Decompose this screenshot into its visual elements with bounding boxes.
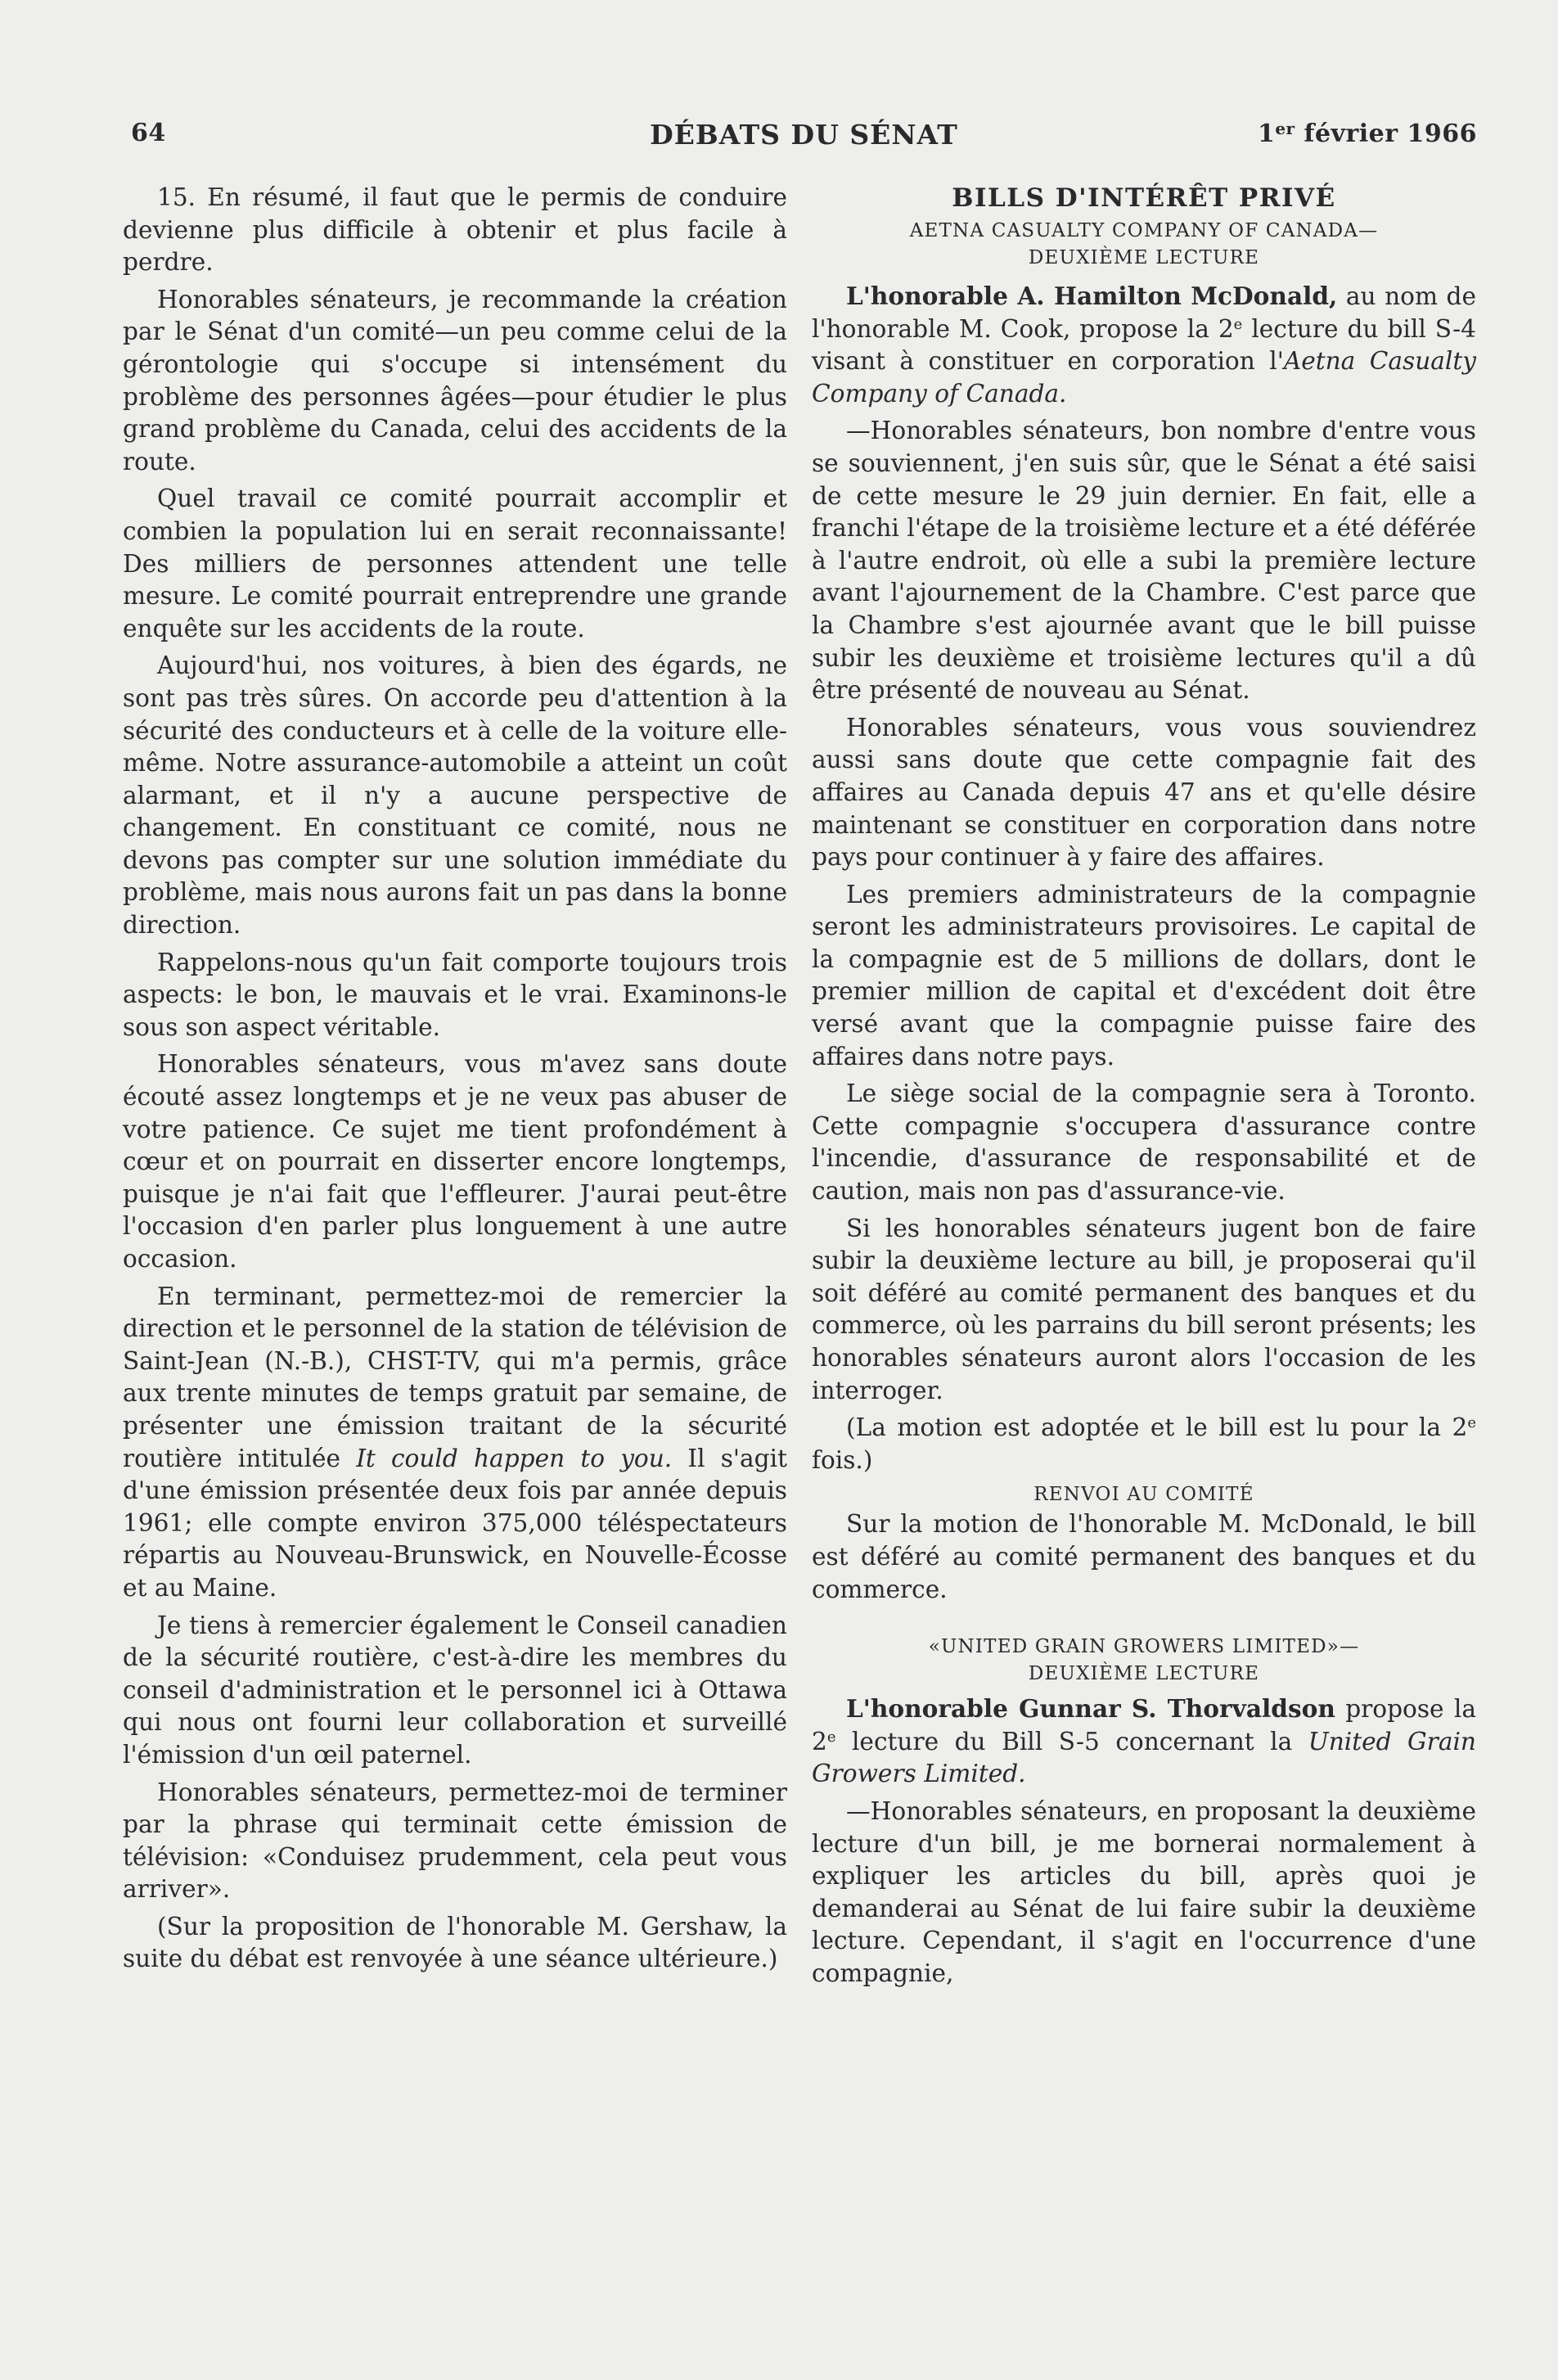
- right-paragraph-1: L'honorable A. Hamilton McDonald, au nom de l'honorable M. Cook, propose la 2e lecture du bill S-4 visant à constituer en corporation l'Aetna Casualty Company of Canada.: [812, 282, 1476, 408]
- right-paragraph-10: —Honorables sénateurs, en proposant la deuxième lecture d'un bill, je me bornerai normalement à expliquer les articles du bill, après quoi je demanderai au Sénat de lui faire subir la deuxième lecture. Cependant, il s'agit en l'occurrence d'une compagnie,: [812, 1796, 1476, 1987]
- speaker-name: L'honorable Gunnar S. Thorvaldson: [846, 1694, 1335, 1724]
- left-paragraph-10: (Sur la proposition de l'honorable M. Gershaw, la suite du débat est renvoyée à une séance ultérieure.): [123, 1912, 787, 1973]
- right-paragraph-2: —Honorables sénateurs, bon nombre d'entre vous se souviennent, j'en suis sûr, que le Sénat a été saisi de cette mesure le 29 juin dernier. En fait, elle a franchi l'étape de la troisième lecture et a été déférée à l'autre endroit, où elle a subi la première lecture avant l'ajournement de la Chambre. C'est parce que la Chambre s'est ajournée avant que le bill puisse subir les deuxième et troisième lectures qu'il a dû être présenté de nouveau au Sénat.: [812, 417, 1476, 705]
- left-paragraph-9: Honorables sénateurs, permettez-moi de terminer par la phrase qui terminait cette émission de télévision: «Conduisez prudemment, cela peut vous arriver».: [123, 1778, 787, 1904]
- left-paragraph-2: Honorables sénateurs, je recommande la création par le Sénat d'un comité—un peu comme celui de la gérontologie qui s'occupe si intensément du problème des personnes âgées—pour étudier le plus grand problème du Canada, celui des accidents de la route.: [123, 285, 787, 476]
- left-paragraph-6: Honorables sénateurs, vous m'avez sans doute écouté assez longtemps et je ne veux pas abuser de votre patience. Ce sujet me tient profondément à cœur et on pourrait en disserter encore longtemps, puisque je n'ai fait que l'effleurer. J'aurai peut-être l'occasion d'en parler plus longuement à une autre occasion.: [123, 1050, 787, 1273]
- left-paragraph-3: Quel travail ce comité pourrait accomplir et combien la population lui en serait reconnaissante! Des milliers de personnes attendent une telle mesure. Le comité pourrait entreprendre une grande enquête sur les accidents de la route.: [123, 485, 787, 642]
- subheading-referral: RENVOI AU COMITÉ: [1033, 1484, 1254, 1506]
- subheading-aetna: AETNA CASUALTY COMPANY OF CANADA— DEUXIÈME LECTURE: [909, 220, 1379, 268]
- speaker-name: L'honorable A. Hamilton McDonald,: [846, 282, 1338, 310]
- right-paragraph-9: L'honorable Gunnar S. Thorvaldson propose la 2e lecture du Bill S-5 concernant la United Grain Growers Limited.: [812, 1694, 1476, 1788]
- left-paragraph-8: Je tiens à remercier également le Conseil canadien de la sécurité routière, c'est-à-dire les membres du conseil d'administration et le personnel ici à Ottawa qui nous ont fourni leur collaboration et surveillé l'émission d'un œil paternel.: [123, 1611, 787, 1769]
- right-paragraph-7: (La motion est adoptée et le bill est lu pour la 2e fois.): [812, 1413, 1476, 1474]
- left-paragraph-5: Rappelons-nous qu'un fait comporte toujours trois aspects: le bon, le mauvais et le vrai. Examinons-le sous son aspect véritable.: [123, 948, 787, 1041]
- right-column: [812, 182, 1476, 1995]
- right-paragraph-6: Si les honorables sénateurs jugent bon de faire subir la deuxième lecture au bill, je proposerai qu'il soit déféré au comité permanent des banques et du commerce, où les parrains du bill seront présents; les honorables sénateurs auront alors l'occasion de les interroger.: [812, 1214, 1476, 1404]
- subheading-ugg: «UNITED GRAIN GROWERS LIMITED»— DEUXIÈME LECTURE: [928, 1636, 1360, 1685]
- right-paragraph-5: Le siège social de la compagnie sera à Toronto. Cette compagnie s'occupera d'assurance contre l'incendie, d'assurance de responsabilité et de caution, mais non pas d'assurance-vie.: [812, 1080, 1476, 1206]
- publication-title: DÉBATS DU SÉNAT: [650, 119, 958, 151]
- left-column: [123, 182, 787, 1981]
- page-number: 64: [131, 119, 166, 147]
- right-paragraph-4: Les premiers administrateurs de la compagnie seront les administrateurs provisoires. Le capital de la compagnie est de 5 millions de dollars, dont le premier million de capital et d'excédent doit être versé avant que la compagnie puisse faire des affaires dans notre pays.: [812, 880, 1476, 1071]
- left-paragraph-1: 15. En résumé, il faut que le permis de conduire devienne plus difficile à obtenir et plus facile à perdre.: [123, 183, 787, 277]
- issue-date: 1er février 1966: [1257, 119, 1477, 148]
- section-heading-private-bills: BILLS D'INTÉRÊT PRIVÉ: [952, 183, 1336, 213]
- right-paragraph-3: Honorables sénateurs, vous vous souviendrez aussi sans doute que cette compagnie fait des affaires au Canada depuis 47 ans et qu'elle désire maintenant se constituer en corporation dans notre pays pour continuer à y faire des affaires.: [812, 713, 1476, 872]
- left-paragraph-7: En terminant, permettez-moi de remercier la direction et le personnel de la station de télévision de Saint-Jean (N.-B.), CHST-TV, qui m'a permis, grâce aux trente minutes de temps gratuit par semaine, de présenter une émission traitant de la sécurité routière intitulée It could happen to you. Il s'agit d'une émission présentée deux fois par année depuis 1961; elle compte environ 375,000 téléspectateurs répartis au Nouveau-Brunswick, en Nouvelle-Écosse et au Maine.: [123, 1282, 787, 1602]
- left-paragraph-4: Aujourd'hui, nos voitures, à bien des égards, ne sont pas très sûres. On accorde peu d'attention à la sécurité des conducteurs et à celle de la voiture elle-même. Notre assurance-automobile a atteint un coût alarmant, et il n'y a aucune perspective de changement. En constituant ce comité, nous ne devons pas compter sur une solution immédiate du problème, mais nous aurons fait un pas dans la bonne direction.: [123, 651, 787, 940]
- right-paragraph-8: Sur la motion de l'honorable M. McDonald, le bill est déféré au comité permanent des banques et du commerce.: [812, 1510, 1476, 1603]
- page-header: [131, 119, 1477, 155]
